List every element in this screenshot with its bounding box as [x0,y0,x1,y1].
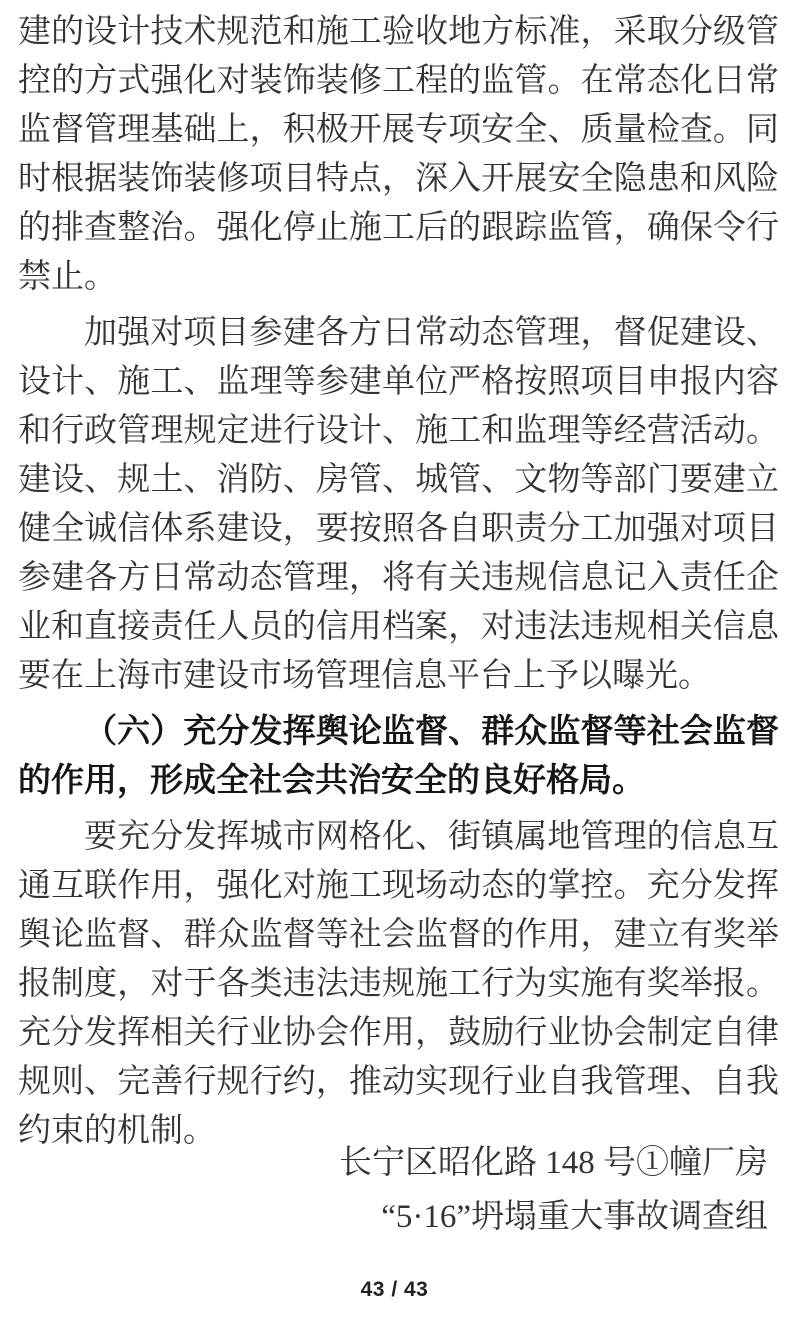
signature-block [0,1136,768,1244]
paragraph-social-supervision: 要充分发挥城市网格化、街镇属地管理的信息互通互联作用，强化对施工现场动态的掌控。充分发挥舆论监督、群众监督等社会监督的作用，建立有奖举报制度，对于各类违法违规施工行为实施有奖举报。充分发挥相关行业协会作用，鼓励行业协会制定自律规则、完善行规行约，推动实现行业自我管理、自我约束的机制。 [18,819,779,1149]
signature-investigation-team-line: “5·16”坍塌重大事故调查组 [381,1199,768,1235]
page-footer [0,1278,799,1302]
paragraph-dynamic-management: 加强对项目参建各方日常动态管理，督促建设、设计、施工、监理等参建单位严格按照项目申报内容和行政管理规定进行设计、施工和监理等经营活动。建设、规土、消防、房管、城管、文物等部门要建立健全诚信体系建设，要按照各自职责分工加强对项目参建各方日常动态管理，将有关违规信息记入责任企业和直接责任人员的信用档案，对违法违规相关信息要在上海市建设市场管理信息平台上予以曝光。 [18,315,779,694]
signature-address-line: 长宁区昭化路 148 号①幢厂房 [339,1145,768,1181]
page-indicator: 43 / 43 [360,1278,429,1301]
paragraph-continuation: 建的设计技术规范和施工验收地方标准，采取分级管控的方式强化对装饰装修工程的监管。在常态化日常监督管理基础上，积极开展专项安全、质量检查。同时根据装饰装修项目特点，深入开展安全隐患和风险的排查整治。强化停止施工后的跟踪监管，确保令行禁止。 [18,14,779,295]
section-heading-six: （六）充分发挥舆论监督、群众监督等社会监督的作用，形成全社会共治安全的良好格局。 [18,714,779,799]
